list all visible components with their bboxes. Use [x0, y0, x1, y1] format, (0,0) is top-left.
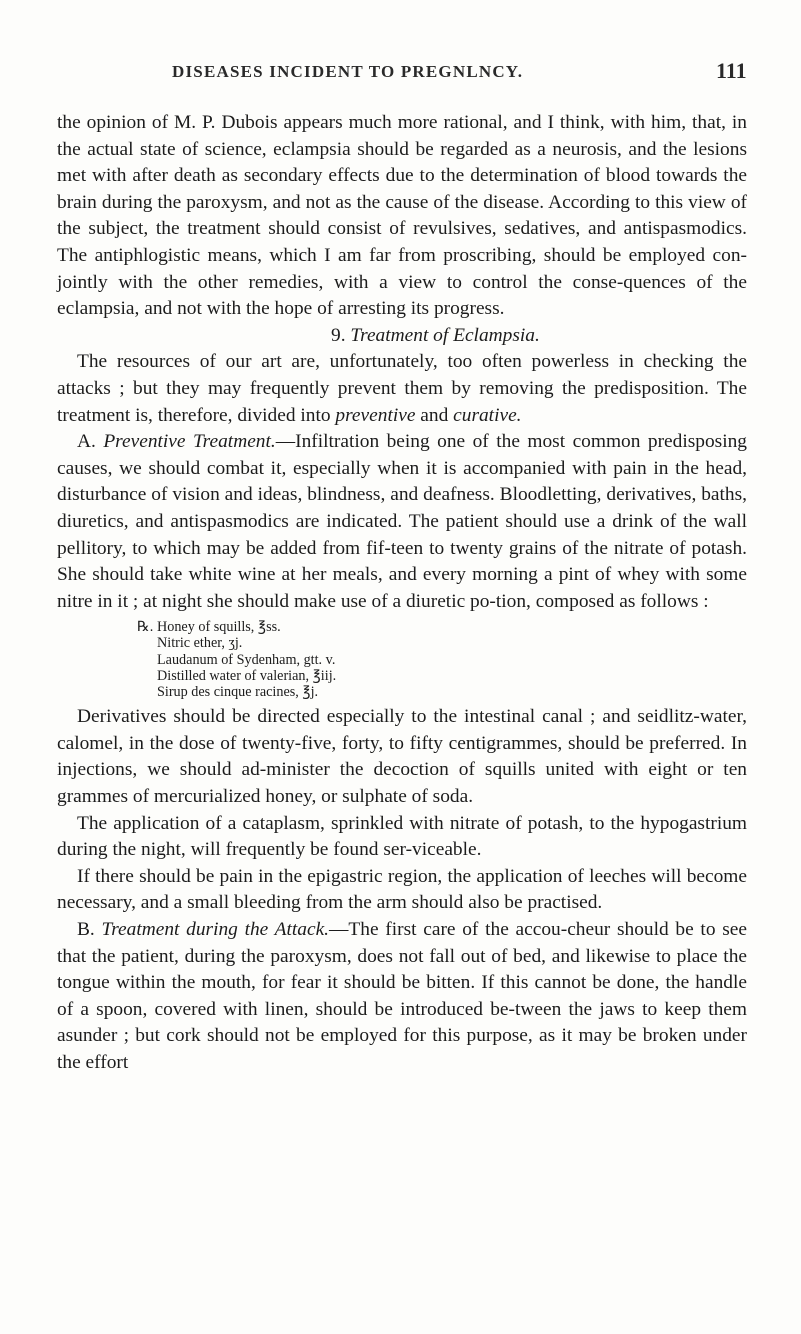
section-number: 9.: [331, 324, 346, 346]
prescription: [57, 619, 747, 700]
prescription-item: Sirup des cinque racines, ℥j.: [157, 684, 319, 701]
curative-term: curative.: [453, 404, 522, 426]
attack-treatment-label: Treatment during the Attack.: [101, 919, 330, 941]
paragraph-attack-treatment: [57, 917, 747, 1077]
prescription-item: Laudanum of Sydenham, gtt. v.: [157, 651, 336, 668]
preventive-treatment-label: Preventive Treatment.: [103, 431, 276, 453]
running-title: DISEASES INCIDENT TO PREGNLNCY.: [172, 62, 524, 81]
subsection-letter-b: B.: [77, 919, 95, 941]
paragraph-preventive-treatment: [57, 429, 747, 615]
body-text: [57, 110, 747, 1077]
and-text: and: [415, 404, 454, 426]
prescription-item: Honey of squills, ℥ss.: [157, 619, 281, 636]
attack-treatment-text: —The first care of the accou-cheur should be to see that the patient, during the paroxysm, does not fall out of bed, and likewise to place the tongue within the mouth, for fear it should be bitten. If this cannot be done, the handle of a spoon, covered with linen, should be introduced be-tween the jaws to keep them asunder ; but cork should not be employed for this purpose, as it may be broken under the effort: [57, 919, 747, 1074]
preventive-term: preventive: [335, 404, 416, 426]
prescription-item: Distilled water of valerian, ℥iij.: [157, 667, 337, 684]
preventive-treatment-text: —Infiltration being one of the most common predisposing causes, we should combat it, especially when it is accompanied with pain in the head, disturbance of vision and ideas, blindness, and deafness. Bloodletting, derivatives, baths, diuretics, and antispasmodics are indicated. The patient should use a drink of the wall pellitory, to which may be added from fif-teen to twenty grains of the nitrate of potash. She should take white wine at her meals, and every morning a pint of whey with some nitre in it ; at night she should make use of a diuretic po-tion, composed as follows :: [57, 431, 747, 612]
paragraph-opinion: the opinion of M. P. Dubois appears much more rational, and I think, with him, that, in the actual state of science, eclampsia should be regarded as a neurosis, and the lesions met with after death as secondary effects due to the determination of blood towards the brain during the paroxysm, and not as the cause of the disease. According to this view of the subject, the treatment should consist of revulsives, sedatives, and antispasmodics. The antiphlogistic means, which I am far from proscribing, should be employed con-jointly with the other remedies, with a view to control the conse-quences of the eclampsia, and not with the hope of arresting its progress.: [57, 112, 747, 320]
paragraph-resources: [57, 349, 747, 429]
prescription-first-line: [137, 619, 747, 635]
paragraph-cataplasm: The application of a cataplasm, sprinkled with nitrate of potash, to the hypogastrium during the night, will frequently be found ser-viceable.: [57, 812, 747, 861]
paragraph-epigastric-pain: If there should be pain in the epigastric region, the application of leeches will become necessary, and a small bleeding from the arm should also be practised.: [57, 865, 747, 914]
prescription-item: Nitric ether, ʒj.: [157, 635, 243, 652]
resources-text: The resources of our art are, unfortunately, too often powerless in checking the attacks ; but they may frequently prevent them by removing the predisposition. The treatment is, therefore, divided into: [57, 351, 747, 426]
recipe-symbol: ℞.: [137, 619, 154, 636]
subsection-letter-a: A.: [77, 431, 96, 453]
section-heading: [57, 323, 747, 350]
paragraph-derivatives: Derivatives should be directed especially to the intestinal canal ; and seidlitz-water, calomel, in the dose of twenty-five, forty, to fifty centigrammes, should be preferred. In injections, we should ad-minister the decoction of squills united with eight or ten grammes of mercurialized honey, or sulphate of soda.: [57, 706, 747, 808]
page-number: 111: [716, 58, 747, 83]
running-head: [0, 58, 801, 88]
section-title: Treatment of Eclampsia.: [350, 324, 540, 346]
